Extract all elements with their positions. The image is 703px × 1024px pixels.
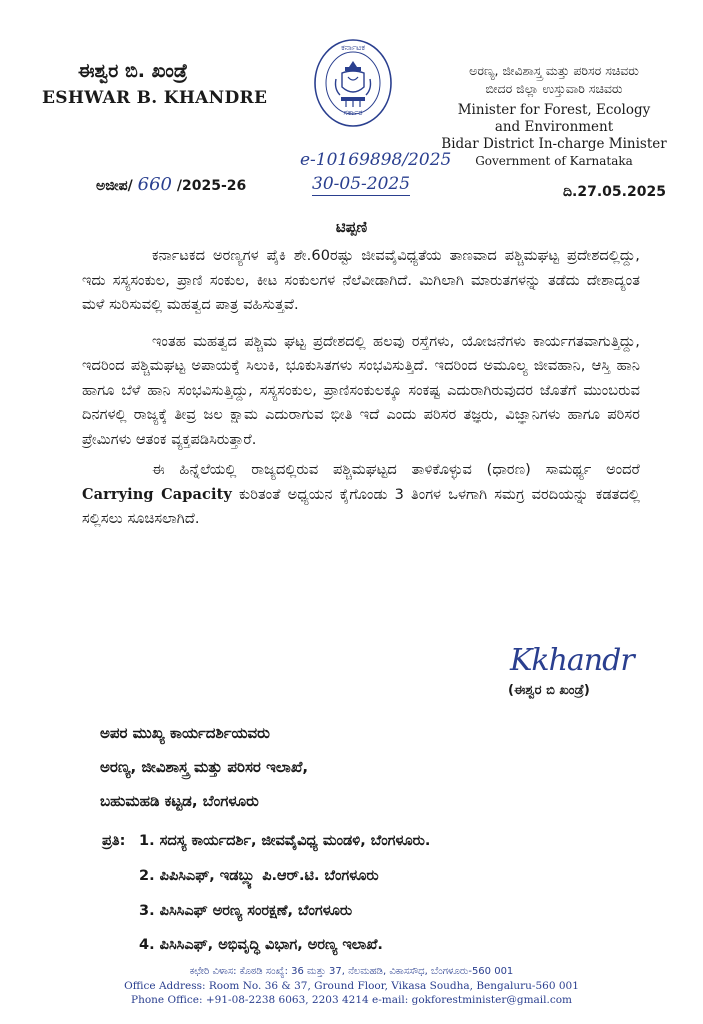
carrying-capacity-term: Carrying Capacity (82, 485, 232, 503)
designation-kannada-2: ಬೀದರ ಜಿಲ್ಲಾ ಉಸ್ತುವಾರಿ ಸಚಿವರು (485, 81, 623, 96)
copy-to-item-2: 2. ಪಿಪಿಸಿಎಫ್, ಇಡಬ್ಲ್ಯು ಪಿ.ಆರ್.ಟಿ. ಬೆಂಗಳೂರು (139, 868, 379, 884)
signature: Kkhandr (510, 643, 634, 678)
reference-suffix: /2025-26 (176, 178, 247, 194)
copy-to-item-4: 4. ಪಿಸಿಸಿಎಫ್, ಅಭಿವೃದ್ಧಿ ವಿಭಾಗ, ಅರಣ್ಯ ಇಲಾಖೆ. (139, 937, 383, 953)
office-footer (0, 964, 703, 1007)
footer-address-kannada: ಕಛೇರಿ ವಿಳಾಸ: ಕೊಠಡಿ ಸಂಖ್ಯೆ: 36 ಮತ್ತು 37, ನೆಲಮಹಡಿ, ವಿಕಾಸಸೌಧ, ಬೆಂಗಳೂರು-560 001 (189, 966, 514, 977)
body-paragraph-2: ಇಂತಹ ಮಹತ್ವದ ಪಶ್ಚಿಮ ಘಟ್ಟ ಪ್ರದೇಶದಲ್ಲಿ ಹಲವು ರಸ್ತೆಗಳು, ಯೋಜನೆಗಳು ಕಾರ್ಯಗತವಾಗುತ್ತಿದ್ದು, ಇದರಿಂದ ಪಶ್ಚಿಮಘಟ್ಟ ಅಪಾಯಕ್ಕೆ ಸಿಲುಕಿ, ಭೂಕುಸಿತಗಳು ಸಂಭವಿಸುತ್ತಿದೆ. ಇದರಿಂದ ಅಮೂಲ್ಯ ಜೀವಹಾನಿ, ಆಸ್ತಿ ಹಾನಿ ಹಾಗೂ ಬೆಳೆ ಹಾನಿ ಸಂಭವಿಸುತ್ತಿದ್ದು, ಸಸ್ಯಸಂಕುಲ, ಪ್ರಾಣಿಸಂಕುಲಕ್ಕೂ ಸಂಕಷ್ಟ ಎದುರಾಗಿರುವುದರ ಜೊತೆಗೆ ಮುಂಬರುವ ದಿನಗಳಲ್ಲಿ ರಾಜ್ಯಕ್ಕೆ ತೀವ್ರ ಜಲ ಕ್ಷಾಮ ಎದುರಾಗುವ ಭೀತಿ ಇದೆ ಎಂದು ಪರಿಸರ ತಜ್ಞರು, ವಿಜ್ಞಾನಿಗಳು ಹಾಗೂ ಪರಿಸರ ಪ್ರೇಮಿಗಳು ಆತಂಕ ವ್ಯಕ್ತಪಡಿಸಿರುತ್ತಾರೆ. (82, 333, 640, 448)
body-paragraph-3 (82, 458, 640, 532)
footer-phone-email: Phone Office: +91-08-2238 6063, 2203 4214 e-mail: gokforestminister@gmail.com (131, 994, 572, 1006)
eoffice-number: e-10169898/2025 (300, 150, 452, 170)
reference-prefix: ಅಜೀಪ/ (96, 178, 133, 194)
minister-name-kannada: ಈಶ್ವರ ಬಿ. ಖಂಡ್ರೆ (78, 60, 188, 82)
reference-number (96, 174, 246, 195)
emblem-bottom-text: ಸರ್ಕಾರ (343, 108, 363, 117)
copy-to-item-1: 1. ಸದಸ್ಯ ಕಾರ್ಯದರ್ಶಿ, ಜೀವವೈವಿಧ್ಯ ಮಂಡಳಿ, ಬೆಂಗಳೂರು. (139, 833, 431, 849)
signatory-name: (ಈಶ್ವರ ಬಿ ಖಂಡ್ರೆ) (508, 683, 590, 698)
recipient-line-1: ಅಪರ ಮುಖ್ಯ ಕಾರ್ಯದರ್ಶಿಯವರು (100, 724, 270, 742)
footer-address-english: Office Address: Room No. 36 & 37, Ground Floor, Vikasa Soudha, Bengaluru-560 001 (124, 980, 579, 992)
letter-date: ದಿ.27.05.2025 (563, 184, 666, 200)
designation-kannada-1: ಅರಣ್ಯ, ಜೀವಿಶಾಸ್ತ್ರ ಮತ್ತು ಪರಿಸರ ಸಚಿವರು (469, 63, 639, 78)
designation-english-2: and Environment (494, 119, 614, 135)
minister-name-english: ESHWAR B. KHANDRE (42, 88, 268, 108)
emblem-top-text: ಕರ್ನಾಟಕ (341, 43, 365, 52)
reference-handwritten-number: 660 (137, 174, 172, 195)
recipient-line-3: ಬಹುಮಹಡಿ ಕಟ್ಟಡ, ಬೆಂಗಳೂರು (100, 792, 259, 810)
minister-designation (428, 62, 680, 169)
para3-text-after: ಕುರಿತಂತೆ ಅಧ್ಯಯನ ಕೈಗೊಂಡು 3 ತಿಂಗಳ ಒಳಗಾಗಿ ಸಮಗ್ರ ವರದಿಯನ್ನು ಕಡತದಲ್ಲಿ ಸಲ್ಲಿಸಲು ಸೂಚಿಸಲಾಗಿದೆ. (82, 486, 640, 527)
recipient-line-2: ಅರಣ್ಯ, ಜೀವಿಶಾಸ್ತ್ರ ಮತ್ತು ಪರಿಸರ ಇಲಾಖೆ, (100, 758, 309, 776)
subject-heading: ಟಿಪ್ಪಣಿ (335, 218, 368, 236)
copy-to-label: ಪ್ರತಿ: (102, 833, 126, 849)
letter-body (82, 244, 640, 532)
designation-english-4: Government of Karnataka (475, 154, 633, 168)
copy-to-item-3: 3. ಪಿಸಿಸಿಎಫ್ ಅರಣ್ಯ ಸಂರಕ್ಷಣೆ, ಬೆಂಗಳೂರು (139, 903, 353, 919)
body-paragraph-1: ಕರ್ನಾಟಕದ ಅರಣ್ಯಗಳ ಪೈಕಿ ಶೇ.60ರಷ್ಟು ಜೀವವೈವಿಧ್ಯತೆಯ ತಾಣವಾದ ಪಶ್ಚಿಮಘಟ್ಟ ಪ್ರದೇಶದಲ್ಲಿದ್ದು, ಇದು ಸಸ್ಯಸಂಕುಲ, ಪ್ರಾಣಿ ಸಂಕುಲ, ಕೀಟ ಸಂಕುಲಗಳ ನೆಲೆವೀಡಾಗಿದೆ. ಮಿಗಿಲಾಗಿ ಮಾರುತಗಳನ್ನು ತಡೆದು ದೇಶಾದ್ಯಂತ ಮಳೆ ಸುರಿಸುವಲ್ಲಿ ಮಹತ್ವದ ಪಾತ್ರ ವಹಿಸುತ್ತವೆ. (82, 248, 640, 313)
para3-text-before: ಈ ಹಿನ್ನೆಲೆಯಲ್ಲಿ ರಾಜ್ಯದಲ್ಲಿರುವ ಪಶ್ಚಿಮಘಟ್ಟದ ತಾಳಿಕೊಳ್ಳುವ (ಧಾರಣ) ಸಾಮರ್ಥ್ಯ ಅಂದರೆ (152, 462, 640, 478)
eoffice-date: 30-05-2025 (312, 174, 411, 194)
designation-english-3: Bidar District In-charge Minister (441, 136, 667, 152)
designation-english-1: Minister for Forest, Ecology (457, 102, 651, 118)
